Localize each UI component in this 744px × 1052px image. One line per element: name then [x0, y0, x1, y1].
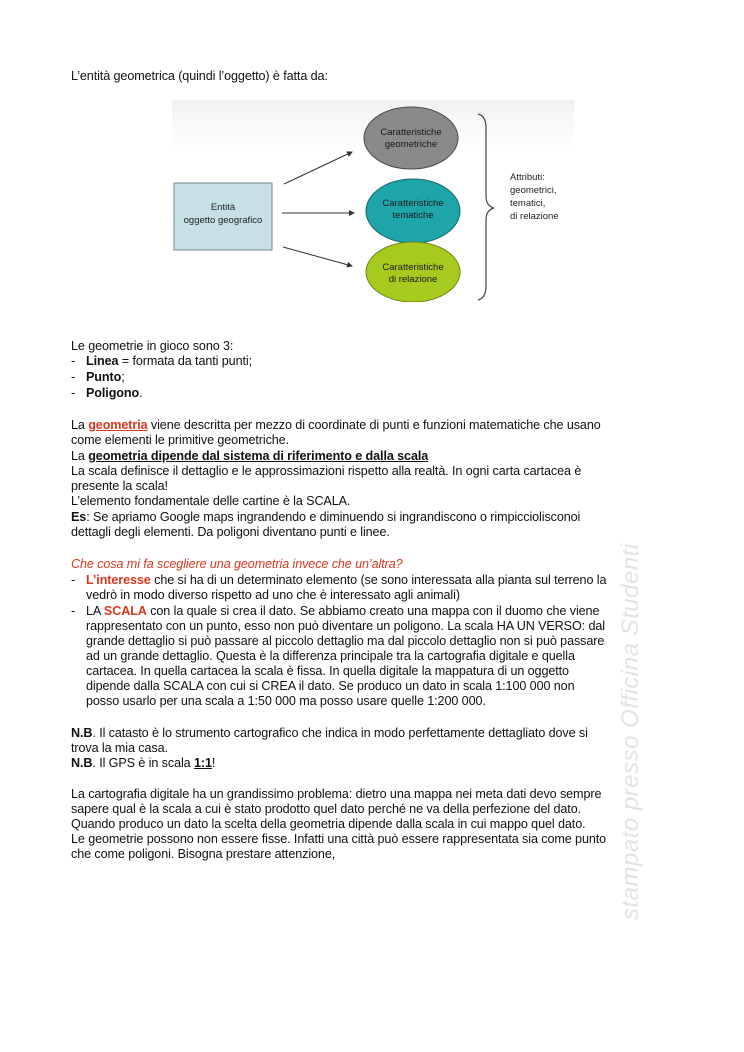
list-item: - L’interesse che si ha di un determinato elemento (se sono interessata alla pianta sul terreno la [71, 573, 607, 587]
intro-text: L’entità geometrica (quindi l’oggetto) è fatta da: [71, 69, 328, 83]
list-item-continuation: dipende dalla SCALA con cui si CREA il dato. Se produco un dato in scala 1:100 000 non [86, 679, 575, 693]
list-item: - Poligono. [71, 386, 143, 400]
scala-paragraph-line: La scala definisce il dettaglio e le approssimazioni rispetto alla realtà. In ogni carta cartacea è [71, 464, 582, 478]
final-paragraph-line: Quando produco un dato la scelta della geometria dipende dalla scala in cui mappo quel dato. [71, 817, 586, 831]
attributes-label-1: Attributi: [510, 172, 545, 183]
list-item-continuation: rappresentato con un punto, esso non può diventare un poligono. La scala HA UN VERSO: dal [86, 619, 605, 633]
brace-icon [478, 114, 494, 300]
geometria-highlight: geometria [88, 418, 148, 432]
watermark: stampato presso Officina Studenti [617, 543, 644, 920]
list-item-continuation: grande dettaglio si può passare al piccolo dettaglio ma dal piccolo dettaglio non si può passare [86, 634, 605, 648]
svg-text:Caratteristiche: Caratteristiche [382, 198, 444, 209]
attributes-label-2: geometrici, [510, 185, 557, 196]
svg-text:tematiche: tematiche [392, 210, 434, 221]
es-paragraph-line: dettagli degli elementi. Da poligoni diventano punti e linee. [71, 525, 390, 539]
nb-gps-line: N.B. Il GPS è in scala 1:1! [71, 756, 216, 770]
list-item-continuation: cartacea. In quella cartacea la scala è fissa. In quella digitale la mappatura di un oggetto [86, 664, 569, 678]
attributes-label-3: tematici, [510, 198, 546, 209]
diagram-graphic [172, 100, 574, 302]
geometria-paragraph-line: La geometria viene descritta per mezzo di coordinate di punti e funzioni matematiche che usano [71, 418, 601, 432]
final-paragraph-line: Le geometrie possono non essere fisse. Infatti una città può essere rappresentata sia come punto [71, 832, 607, 846]
list-item-continuation: vedrò in modo diverso rispetto ad uno che è interessato agli animali) [86, 588, 460, 602]
question-heading: Che cosa mi fa scegliere una geometria invece che un’altra? [71, 557, 403, 571]
svg-text:geometriche: geometriche [384, 139, 438, 150]
nb-paragraph-line: trova la mia casa. [71, 741, 168, 755]
es-paragraph-line: Es: Se apriamo Google maps ingrandendo e diminuendo si ingrandiscono o rimpicciolisconoi [71, 510, 581, 524]
list-item: - Punto; [71, 370, 125, 384]
final-paragraph-line: La cartografia digitale ha un grandissimo problema: dietro una mappa nei meta dati devo sempre [71, 787, 602, 801]
svg-text:Caratteristiche: Caratteristiche [380, 127, 442, 138]
ellipse-geometriche [364, 107, 458, 169]
geometria-paragraph-line: come elementi le primitive geometriche. [71, 433, 289, 447]
arrow-to-geometriche [284, 152, 352, 184]
final-paragraph-line: che come poligoni. Bisogna prestare attenzione, [71, 847, 336, 861]
scala-paragraph-line: presente la scala! [71, 479, 168, 493]
entity-label-1: Entità [210, 202, 236, 213]
list-item-continuation: posso usarlo per una scala a 1:50 000 ma posso usare quelle 1:200 000. [86, 694, 486, 708]
entity-diagram [172, 100, 574, 302]
attributes-label-4: di relazione [510, 211, 559, 222]
arrow-to-relazione [283, 247, 352, 266]
svg-text:Caratteristiche: Caratteristiche [382, 262, 444, 273]
dipende-heading: La geometria dipende dal sistema di riferimento e dalla scala [71, 449, 429, 463]
nb-paragraph-line: N.B. Il catasto è lo strumento cartografico che indica in modo perfettamente dettagliato dove si [71, 726, 588, 740]
scala-paragraph-line: L’elemento fondamentale delle cartine è la SCALA. [71, 494, 351, 508]
final-paragraph-line: sapere qual è la scala a cui è stato prodotto quel dato perché ne va della perfezione del dato. [71, 802, 581, 816]
list-item: - LA SCALA con la quale si crea il dato. Se abbiamo creato una mappa con il duomo che viene [71, 604, 600, 618]
list-item: - Linea = formata da tanti punti; [71, 354, 252, 368]
svg-text:di relazione: di relazione [388, 274, 438, 285]
entity-label-2: oggetto geografico [183, 215, 263, 226]
list-item-continuation: ad un grande dettaglio. Questa è la differenza principale tra la cartografia digitale e quella [86, 649, 575, 663]
geometries-heading: Le geometrie in gioco sono 3: [71, 339, 234, 353]
